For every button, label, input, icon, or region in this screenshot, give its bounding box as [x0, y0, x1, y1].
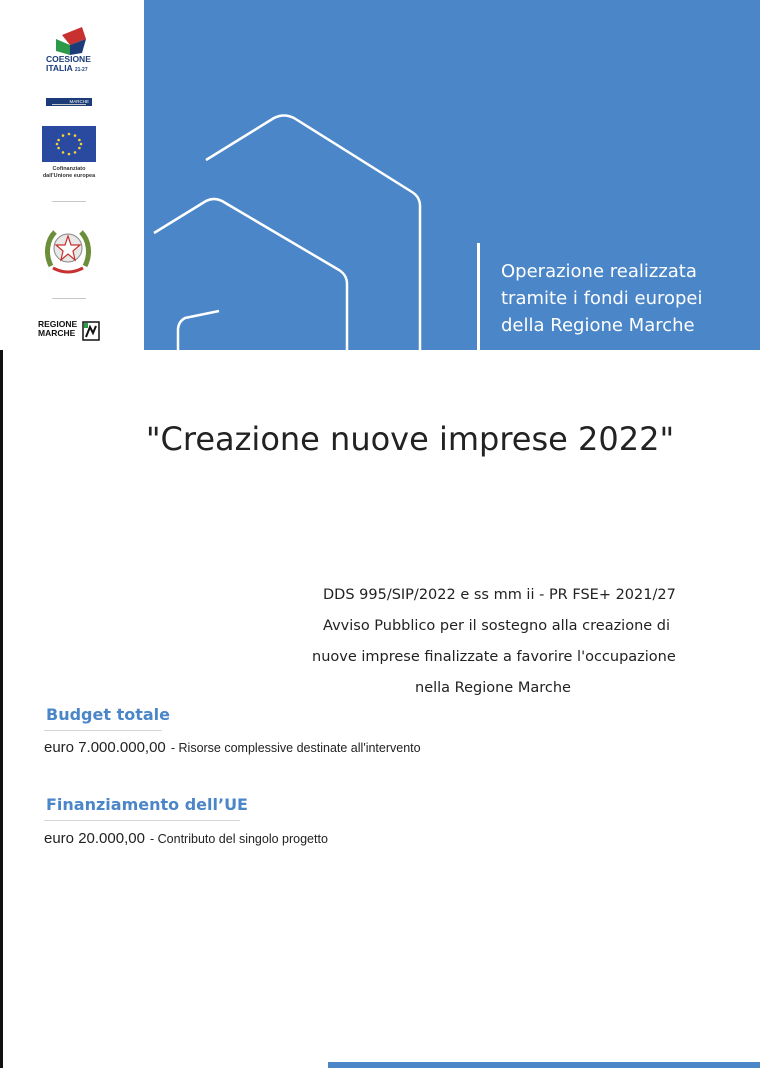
funding-note: - Contributo del singolo progetto — [150, 832, 328, 846]
logo-separator — [52, 298, 86, 299]
coesione-italia-text: ITALIA — [46, 63, 73, 73]
budget-row — [44, 737, 421, 756]
budget-heading: Budget totale — [46, 705, 170, 724]
coesione-line1: COESIONE — [46, 54, 91, 64]
italian-emblem-icon — [43, 224, 93, 278]
description-line2: Avviso Pubblico per il sostegno alla creazione di — [323, 618, 671, 634]
description-line1: DDS 995/SIP/2022 e ss mm ii - PR FSE+ 2021/27 — [323, 587, 676, 603]
hero-divider — [477, 243, 480, 350]
hero-line2: tramite i fondi europei — [501, 288, 703, 309]
regione-marche-text — [38, 320, 77, 338]
coesione-line2 — [46, 64, 88, 75]
coesione-region-bar: MARCHE — [46, 98, 92, 106]
description-block — [290, 580, 710, 704]
hero-text — [501, 258, 751, 339]
hero-line1: Operazione realizzata — [501, 261, 697, 282]
page-title: "Creazione nuove imprese 2022" — [145, 420, 675, 458]
eu-caption-line2: dall'Unione europea — [42, 173, 96, 179]
logo-column — [0, 0, 144, 350]
description-line3: nuove imprese finalizzate a favorire l'occupazione — [312, 649, 676, 665]
hero-line3: della Regione Marche — [501, 315, 695, 336]
funding-amount: euro 20.000,00 — [44, 830, 145, 847]
logo-separator — [52, 104, 86, 105]
coesione-arrow-icon — [52, 25, 116, 57]
bottom-accent-bar — [328, 1062, 760, 1068]
eu-flag-icon — [42, 126, 96, 162]
funding-heading: Finanziamento dell’UE — [46, 795, 248, 814]
description-line4: nella Regione Marche — [415, 680, 571, 696]
budget-amount: euro 7.000.000,00 — [44, 739, 166, 756]
regione-line2: MARCHE — [38, 328, 76, 338]
hero-banner — [144, 0, 760, 350]
budget-underline — [44, 730, 162, 731]
eu-caption-line1: Cofinanziato — [52, 166, 86, 172]
funding-underline — [44, 820, 240, 821]
funding-row — [44, 828, 328, 847]
regione-marche-logo — [38, 320, 102, 342]
coesione-years: 21-27 — [74, 67, 88, 73]
eu-caption — [30, 166, 108, 180]
coesione-italia-logo — [40, 25, 104, 104]
budget-note: - Risorse complessive destinate all'intervento — [170, 741, 421, 755]
regione-marche-icon — [82, 321, 100, 341]
logo-separator — [52, 201, 86, 202]
regione-line1: REGIONE — [38, 319, 78, 329]
